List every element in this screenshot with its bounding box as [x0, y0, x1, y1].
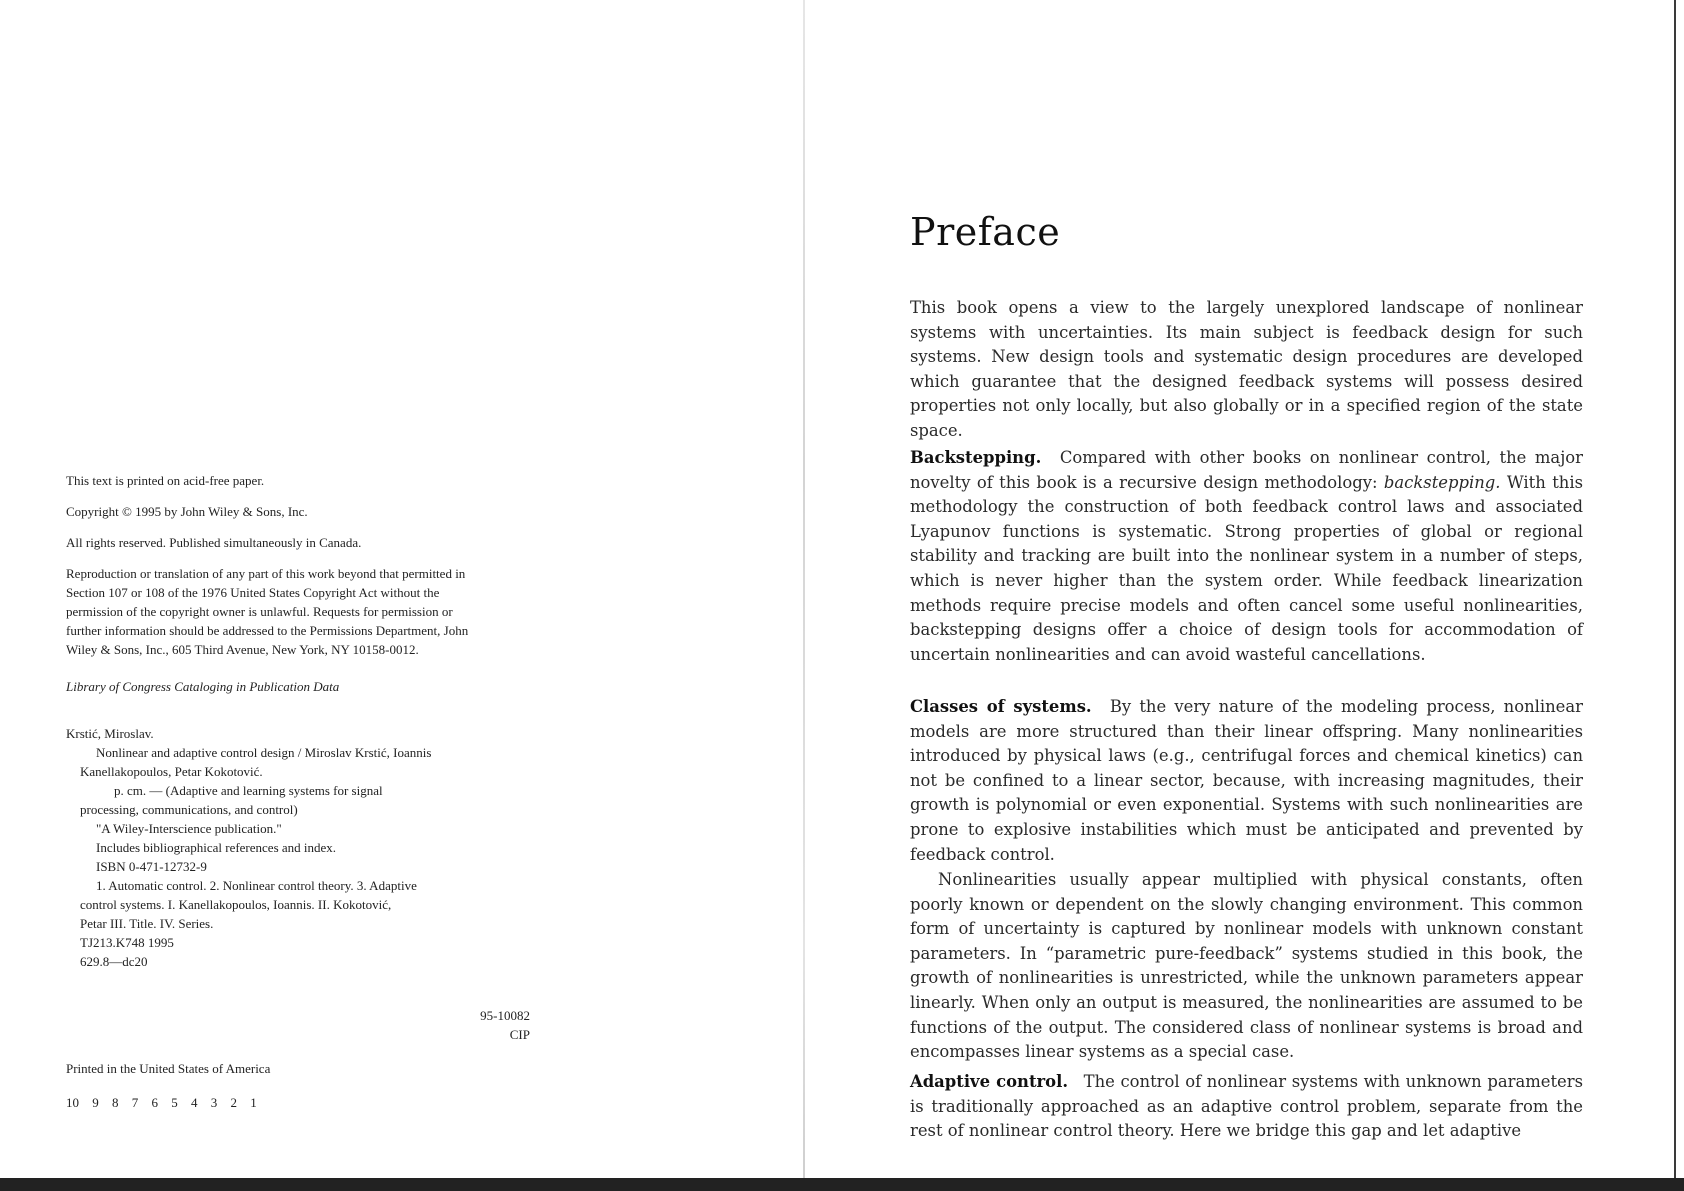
copyright-block: [66, 471, 546, 971]
rights-line: All rights reserved. Published simultaneously in Canada.: [66, 535, 362, 550]
page-gutter: [803, 0, 805, 1178]
copyright-line: Copyright © 1995 by John Wiley & Sons, Inc.: [66, 504, 308, 519]
paragraph-text: With this methodology the construction of both feedback control laws and associated Lyapunov functions is systematic. Strong properties of global or regional stability and tracking are built into the nonlinear system in a number of steps, which is never higher than the system order. While feedback linearization methods require precise models and often cancel some useful nonlinearities, backstepping designs offer a choice of design tools for accommodation of uncertain nonlinearities and can avoid wasteful cancellations.: [910, 472, 1583, 664]
cip-line: 1. Automatic control. 2. Nonlinear control theory. 3. Adaptive: [96, 878, 417, 893]
cip-line: ISBN 0-471-12732-9: [96, 859, 207, 874]
paragraph-text: The control of nonlinear systems with unknown parameters is traditionally approached as an adaptive control problem, separate from the rest of nonlinear control theory. Here we bridge this gap and let adaptive: [910, 1072, 1583, 1141]
cip-line: Nonlinear and adaptive control design / Miroslav Krstić, Ioannis: [96, 745, 432, 760]
cip-line: Includes bibliographical references and index.: [96, 840, 337, 855]
nonlinearities-paragraph: Nonlinearities usually appear multiplied with physical constants, often poorly known or dependent on the slowly changing environment. This common form of uncertainty is captured by nonlinear models with unknown constant parameters. In “parametric pure-feedback” systems studied in this book, the growth of nonlinearities is unrestricted, while the unknown parameters appear linearly. When only an output is measured, the nonlinearities are assumed to be functions of the output. The considered class of nonlinear systems is broad and encompasses linear systems as a special case.: [910, 870, 1583, 1062]
cip-data: [66, 724, 546, 971]
scan-border: [0, 1178, 1684, 1191]
cip-line: processing, communications, and control): [80, 802, 298, 817]
acid-free-note: This text is printed on acid-free paper.: [66, 473, 265, 488]
paragraph-text: By the very nature of the modeling process, nonlinear models are more structured than their linear offspring. Many nonlinearities introduced by physical laws (e.g., centrifugal forces and chemical kinetics) can not be confined to a linear sector, because, with increasing magnitudes, their growth is polynomial or even exponential. Systems with such nonlinearities are prone to explosive instabilities which must be anticipated and prevented by feedback control.: [910, 697, 1583, 864]
section-heading: Backstepping.: [910, 448, 1042, 467]
page-title: Preface: [910, 210, 1061, 254]
cip-line: p. cm. — (Adaptive and learning systems for signal: [114, 783, 383, 798]
classes-paragraph: [910, 695, 1583, 867]
cip-line: 629.8—dc20: [80, 954, 148, 969]
cip-line: TJ213.K748 1995: [80, 935, 174, 950]
intro-paragraph: This book opens a view to the largely unexplored landscape of nonlinear systems with uncertainties. Its main subject is feedback design for such systems. New design tools and systematic design procedures are developed which guarantee that the designed feedback systems will possess desired properties not only locally, but also globally or in a specified region of the state space.: [910, 298, 1583, 440]
page-edge: [1674, 0, 1676, 1178]
cip-line: Petar III. Title. IV. Series.: [80, 916, 214, 931]
cip-label: CIP: [509, 1027, 530, 1042]
cip-line: "A Wiley-Interscience publication.": [96, 821, 282, 836]
emphasis-text: backstepping.: [1383, 472, 1501, 492]
adaptive-paragraph: [910, 1070, 1583, 1144]
section-heading: Adaptive control.: [910, 1072, 1069, 1091]
cip-line: Kanellakopoulos, Petar Kokotović.: [80, 764, 263, 779]
section-heading: Classes of systems.: [910, 697, 1092, 716]
backstepping-paragraph: [910, 446, 1583, 667]
cip-line: Krstić, Miroslav.: [66, 726, 154, 741]
cip-title: Library of Congress Cataloging in Publication Data: [66, 679, 340, 694]
cip-line: control systems. I. Kanellakopoulos, Ioannis. II. Kokotović,: [80, 897, 392, 912]
paragraph-text: Compared with other books on nonlinear control, the major novelty of this book is a recursive design methodology:: [910, 448, 1583, 492]
printed-in: Printed in the United States of America: [66, 1061, 271, 1076]
cip-number-block: [400, 1006, 530, 1044]
cip-number: 95-10082: [480, 1008, 530, 1023]
reproduction-notice: Reproduction or translation of any part of this work beyond that permitted in Section 107 or 108 of the 1976 United States Copyright Act without the permission of the copyright owner is unlawful. Requests for permission or further information should be addressed to the Permissions Department, John Wiley & Sons, Inc., 605 Third Avenue, New York, NY 10158-0012.: [66, 566, 469, 657]
print-line: 10 9 8 7 6 5 4 3 2 1: [66, 1095, 257, 1110]
